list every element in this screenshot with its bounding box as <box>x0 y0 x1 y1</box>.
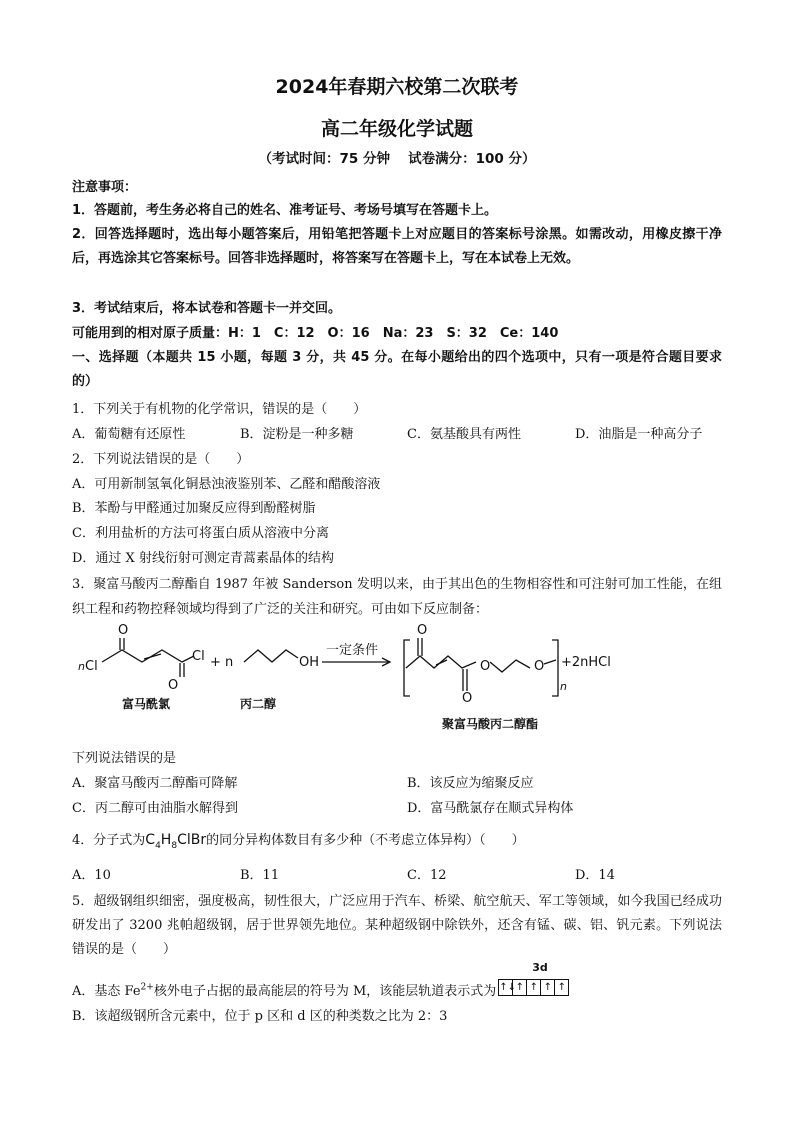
note-1: 1．答题前，考生务必将自己的姓名、准考证号、考场号填写在答题卡上。 <box>72 203 498 218</box>
section-1-heading: 一、选择题（本题共 15 小题，每题 3 分，共 45 分。在每小题给出的四个选项中，只有一项是符合题目要求的） <box>72 350 722 389</box>
q2-stem: 2．下列说法错误的是（ ） <box>72 452 250 467</box>
note-2: 2．回答选择题时，选出每小题答案后，用铅笔把答题卡上对应题目的答案标号涂黑。如需改动，用橡皮擦干净后，再选涂其它答案标号。回答非选择题时，将答案写在答题卡上，写在本试卷上无效。 <box>72 227 722 266</box>
bracket-right <box>552 640 558 696</box>
formula-sub-8: 8 <box>171 840 178 851</box>
q1-option-c: C．氨基酸具有两性 <box>407 427 521 442</box>
scheme-o-bottom: O <box>168 678 179 693</box>
q1-option-b: B．淀粉是一种多糖 <box>240 427 354 442</box>
q3-stem: 3．聚富马酸丙二醇酯自 1987 年被 Sanderson 发明以来，由于其出色的生物相容性和可注射可加工性能，在组织工程和药物控释领域均得到了广泛的关注和研究。可由如下反应制备： <box>72 577 722 617</box>
name-polymer: 聚富马酸丙二醇酯 <box>442 717 539 731</box>
scheme-o-p1: O <box>417 623 428 638</box>
q3-option-b: B．该反应为缩聚反应 <box>407 776 534 791</box>
q4-option-b: B．11 <box>240 868 280 883</box>
q5-option-b: B．该超级钢所含元素中，位于 p 区和 d 区的种类数之比为 2：3 <box>72 1009 448 1024</box>
q3-prompt: 下列说法错误的是 <box>72 751 177 766</box>
scheme-condition: 一定条件 <box>326 643 379 658</box>
atomic-masses: 可能用到的相对原子质量：H：1 C：12 O：16 Na：23 S：32 Ce：140 <box>72 326 559 341</box>
exam-title: 2024年春期六校第二次联考 <box>275 76 519 98</box>
polymer-chain-end <box>544 660 556 664</box>
orbital-diagram <box>496 961 569 1000</box>
notes-heading: 注意事项： <box>72 180 138 195</box>
q4-stem <box>72 829 525 851</box>
scheme-o-p3: O <box>462 691 473 706</box>
q4-option-a: A．10 <box>72 868 111 883</box>
orbital-box-4: ↑ <box>540 979 554 996</box>
formula-h: H <box>160 832 172 848</box>
name-propanediol: 丙二醇 <box>240 697 277 711</box>
fumaroyl-chain <box>102 650 194 662</box>
q4-stem-pre: 4．分子式为 <box>72 833 146 848</box>
q2-option-a: A．可用新制氢氧化铜悬浊液鉴别苯、乙醛和醋酸溶液 <box>72 477 381 492</box>
q5-option-a <box>72 961 569 1000</box>
scheme-cl2: Cl <box>192 649 205 664</box>
q2-option-d: D．通过 X 射线衍射可测定青蒿素晶体的结构 <box>72 551 334 566</box>
fe-charge: 2+ <box>140 982 154 993</box>
scheme-o-p4: O <box>534 659 545 674</box>
scheme-o-p2: O <box>480 659 491 674</box>
propanediol-chain <box>244 650 298 662</box>
q2-option-b: B．苯酚与甲醛通过加聚反应得到酚醛树脂 <box>72 501 316 516</box>
q5-option-a-pre: A．基态 Fe <box>72 984 141 999</box>
scheme-sub-n: n <box>560 680 567 693</box>
orbital-box-2: ↑ <box>512 979 526 996</box>
name-fumaroyl-chloride: 富马酰氯 <box>122 697 171 711</box>
scheme-o-top: O <box>118 623 129 638</box>
formula-rest: ClBr <box>177 832 207 848</box>
q5-option-a-post: 核外电子占据的最高能层的符号为 M，该能层轨道表示式为 <box>153 984 497 999</box>
orbital-box-5: ↑ <box>554 979 569 996</box>
q1-option-a: A．葡萄糖有还原性 <box>72 427 186 442</box>
orbital-box-3: ↑ <box>526 979 540 996</box>
scheme-oh: OH <box>299 655 320 670</box>
q4-formula <box>145 832 207 851</box>
fumaroyl-double-bond <box>144 654 161 659</box>
exam-info: （考试时间：75 分钟 试卷满分：100 分） <box>258 151 536 167</box>
q3-option-a: A．聚富马酸丙二醇酯可降解 <box>72 776 238 791</box>
q2-option-c: C．利用盐析的方法可将蛋白质从溶液中分离 <box>72 526 329 541</box>
orbital-box-1: ↑↓ <box>498 979 512 996</box>
formula-c: C <box>145 832 156 848</box>
scheme-cl1: Cl <box>85 659 98 674</box>
q4-option-c: C．12 <box>407 868 447 883</box>
reaction-scheme <box>72 616 722 740</box>
q3-option-d: D．富马酰氯存在顺式异构体 <box>407 801 574 816</box>
q3-option-c: C．丙二醇可由油脂水解得到 <box>72 801 238 816</box>
note-3: 3．考试结束后，将本试卷和答题卡一并交回。 <box>72 301 342 316</box>
exam-subtitle: 高二年级化学试题 <box>320 118 473 140</box>
q4-stem-post: 的同分异构体数目有多少种（不考虑立体异构）（ ） <box>206 833 525 848</box>
scheme-hcl: +2nHCl <box>561 655 611 670</box>
polymer-chain-1 <box>406 656 476 668</box>
q1-option-d: D．油脂是一种高分子 <box>575 427 703 442</box>
q1-stem: 1．下列关于有机物的化学常识，错误的是（ ） <box>72 402 367 417</box>
polymer-chain-2 <box>490 660 530 672</box>
scheme-plus-n: + n <box>210 655 234 670</box>
scheme-n1: n <box>78 660 85 673</box>
orbital-label: 3d <box>532 961 548 974</box>
q4-option-d: D．14 <box>575 868 615 883</box>
formula-sub-4: 4 <box>155 840 161 851</box>
q5-stem: 5．超级钢组织细密，强度极高，韧性很大，广泛应用于汽车、桥梁、航空航天、军工等领域，如今我国已经成功研发出了 3200 兆帕超级钢，居于世界领先地位。某种超级钢中除铁外，还含有锰、碳、铝、钒元素。下列说法错误的是（ ） <box>72 894 722 957</box>
bracket-left <box>404 640 410 696</box>
